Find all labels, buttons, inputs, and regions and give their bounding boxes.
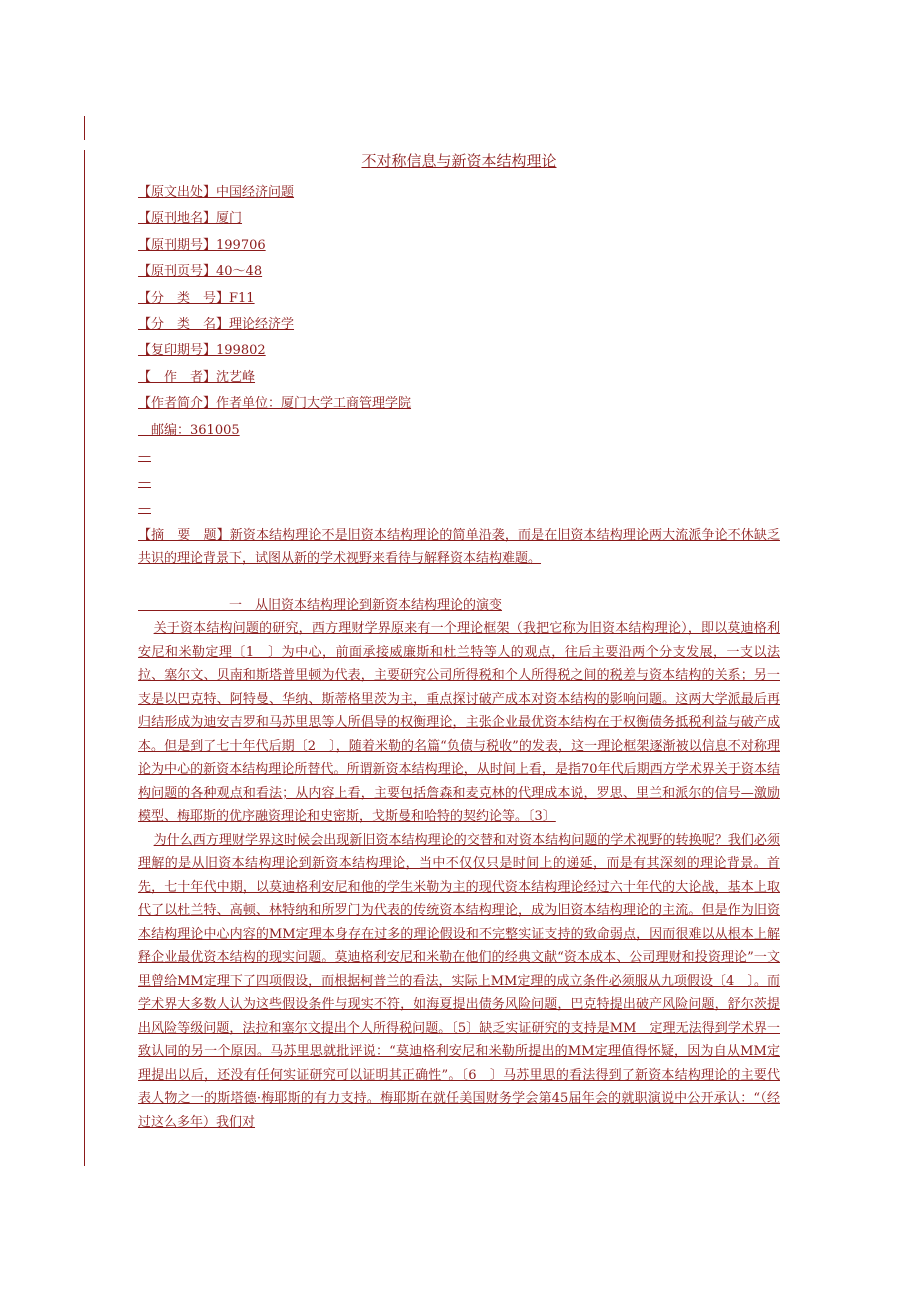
meta-class-name: 【分 类 名】理论经济学 [138,316,295,332]
revision-bar-top [84,116,85,140]
blank-line [138,571,780,594]
document-title: 不对称信息与新资本结构理论 [361,152,557,170]
abstract-text: 新资本结构理论不是旧资本结构理论的简单沿袭，而是在旧资本结构理论两大流派争论不休缺乏共识的理论背景下，试图从新的学术视野来看待与解释资本结构难题。 [138,527,780,567]
meta-class-number: 【分 类 号】F11 [138,290,255,306]
document-page [138,150,780,1134]
separator-dash: — [138,448,151,464]
meta-issue: 【原刊期号】199706 [138,237,266,253]
separator-dash: — [138,500,151,516]
body-paragraph-2: 为什么西方理财学界这时候会出现新旧资本结构理论的交替和对资本结构问题的学术视野的转换呢？我们必须理解的是从旧资本结构理论到新资本结构理论，当中不仅仅只是时间上的递延，而是有其深刻的理论背景。首先，七十年代中期，以莫迪格利安尼和他的学生米勒为主的现代资本结构理论经过六十年代的大论战，基本上取代了以杜兰特、高顿、林特纳和所罗门为代表的传统资本结构理论，成为旧资本结构理论的主流。但是作为旧资本结构理论中心内容的MM定理本身存在过多的理论假设和不完整实证支持的致命弱点，因而很难以从根本上解释企业最优资本结构的现实问题。莫迪格利安尼和米勒在他们的经典文献“资本成本、公司理财和投资理论”一文里曾给MM定理下了四项假设，而根据柯普兰的看法，实际上MM定理的成立条件必须服从九项假设〔4 〕。而学术界大多数人认为这些假设条件与现实不符，如海夏提出债务风险问题，巴克特提出破产风险问题，舒尔茨提出风险等级问题，法拉和塞尔文提出个人所得税问题。〔5〕缺乏实证研究的支持是MM 定理无法得到学术界一致认同的另一个原因。马苏里思就批评说：“莫迪格利安尼和米勒所提出的MM定理值得怀疑，因为自从MM定理提出以后，还没有任何实证研究可以证明其正确性”。〔6 〕马苏里思的看法得到了新资本结构理论的主要代表人物之一的斯塔德·梅耶斯的有力支持。梅耶斯在就任美国财务学会第45届年会的就职演说中公开承认：“（经过这么多年）我们对 [138,832,780,1130]
metadata-list [138,180,780,444]
abstract-label: 【摘 要 题】 [138,527,230,543]
meta-reprint-issue: 【复印期号】199802 [138,343,266,359]
body-paragraph-1: 关于资本结构问题的研究，西方理财学界原来有一个理论框架（我把它称为旧资本结构理论），即以莫迪格利安尼和米勒定理〔1 〕为中心，前面承接威廉斯和杜兰特等人的观点，往后主要沿两个分支发展，一支以法拉、塞尔文、贝南和斯塔普里顿为代表，主要研究公司所得税和个人所得税之间的税差与资本结构的关系；另一支是以巴克特、阿特曼、华纳、斯蒂格里茨为主，重点探讨破产成本对资本结构的影响问题。这两大学派最后再归结形成为迪安吉罗和马苏里思等人所倡导的权衡理论，主张企业最优资本结构在于权衡债务抵税利益与破产成本。但是到了七十年代后期〔2 〕，随着米勒的名篇“负债与税收”的发表，这一理论框架逐渐被以信息不对称理论为中心的新资本结构理论所替代。所谓新资本结构理论，从时间上看，是指70年代后期西方学术界关于资本结构问题的各种观点和看法；从内容上看，主要包括詹森和麦克林的代理成本说，罗思、里兰和派尔的信号—激励模型、梅耶斯的优序融资理论和史密斯，戈斯曼和哈特的契约论等。〔3〕 [138,621,780,825]
meta-pages: 【原刊页号】40～48 [138,264,263,280]
meta-source: 【原文出处】中国经济问题 [138,185,295,200]
revision-bar-main [84,150,85,1166]
meta-author-bio: 【作者简介】作者单位：厦门大学工商管理学院 [138,396,412,412]
meta-postcode: 邮编：361005 [138,422,240,438]
separator-dash: — [138,474,151,490]
meta-place: 【原刊地名】厦门 [138,211,243,227]
meta-author: 【 作 者】沈艺峰 [138,369,256,385]
section-heading: 一 从旧资本结构理论到新资本结构理论的演变 [138,597,503,613]
abstract [138,524,780,571]
